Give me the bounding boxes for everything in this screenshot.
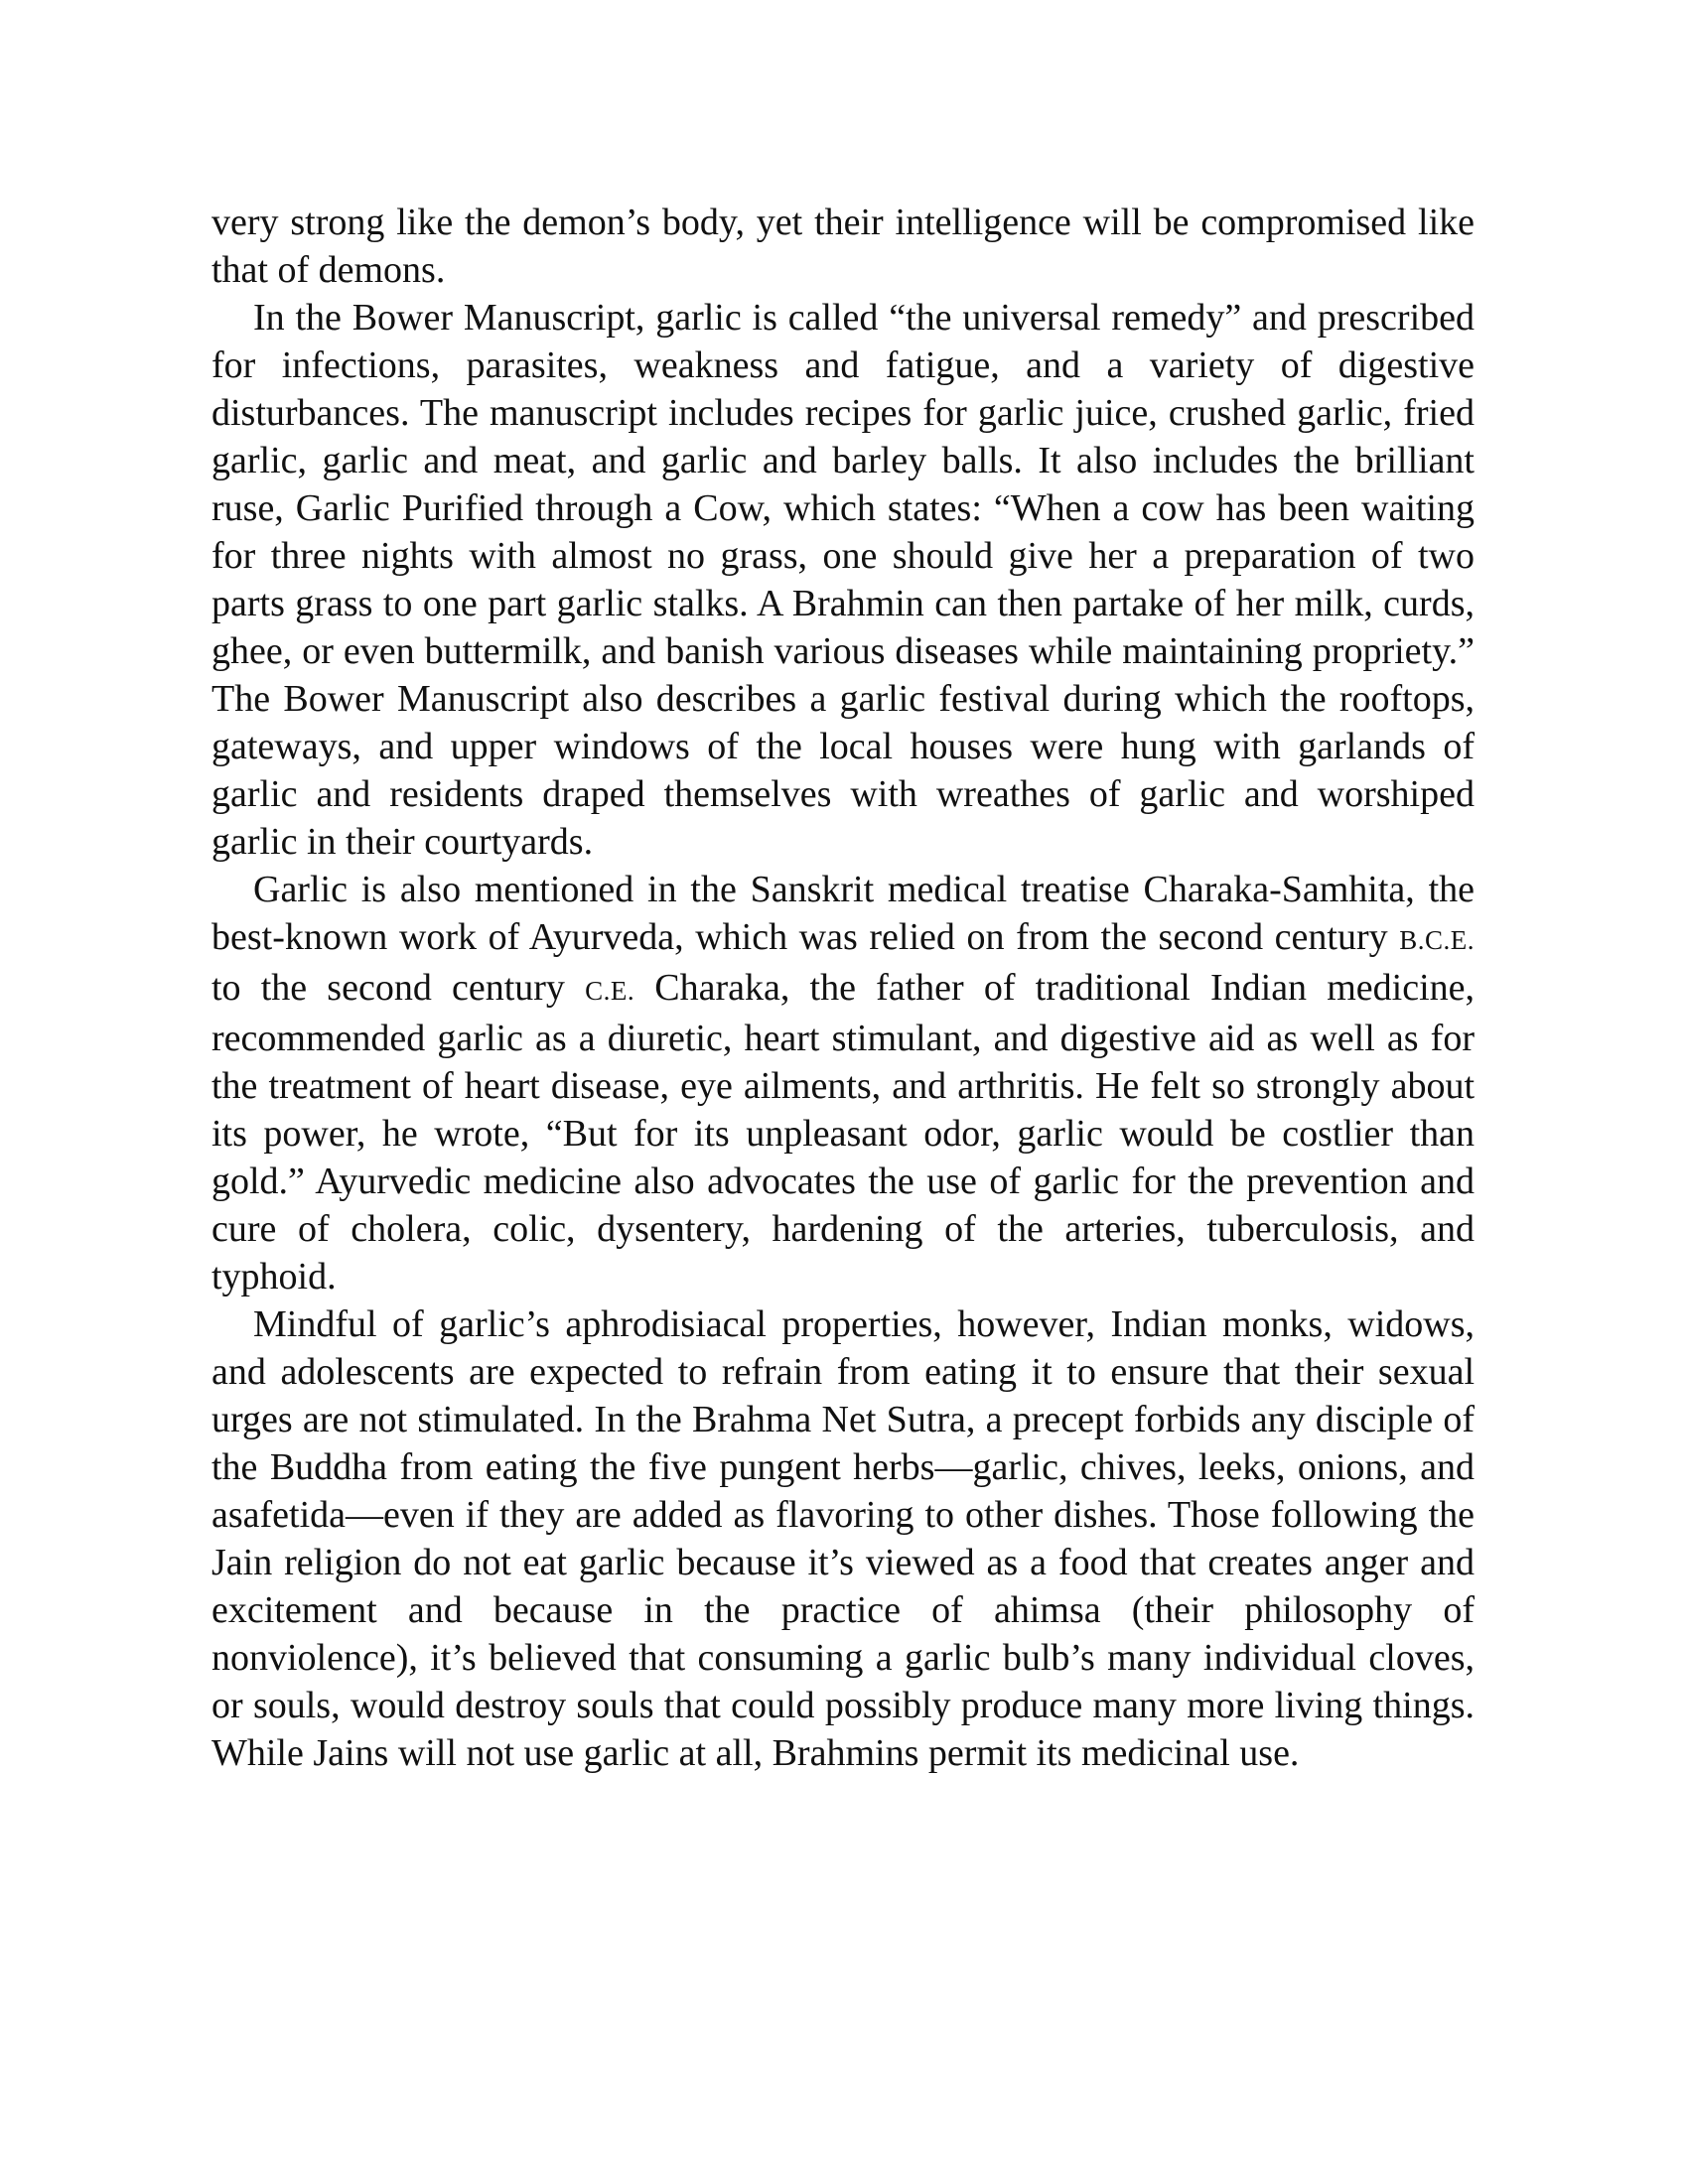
paragraph-text: to the second century: [211, 967, 586, 1009]
paragraph-text: Charaka, the father of traditional Indian medicine, recommended garlic as a diuretic, heart stimulant, and digestive aid as well as for the treatment of heart disease, eye ailments, and arthritis. He felt so strongly about its power, he wrote, “But for its unpleasant odor, garlic would be costlier than gold.” Ayurvedic medicine also advocates the use of garlic for the prevention and cure of cholera, colic, dysentery, hardening of the arteries, tuberculosis, and typhoid.: [211, 967, 1475, 1297]
era-abbreviation-bce: B.C.E.: [1399, 925, 1475, 955]
paragraph-aphrodisiacal: [211, 1300, 1475, 1777]
paragraph-text: very strong like the demon’s body, yet their intelligence will be compromised like that of demons.: [211, 202, 1475, 291]
era-abbreviation-ce: C.E.: [585, 976, 635, 1006]
paragraph-continuation: [211, 199, 1475, 294]
paragraph-bower-manuscript: [211, 294, 1475, 866]
page-body: [211, 199, 1475, 1777]
paragraph-charaka-samhita: [211, 866, 1475, 1300]
paragraph-text: Garlic is also mentioned in the Sanskrit medical treatise Charaka-Samhita, the best-known work of Ayurveda, which was relied on from the second century: [211, 869, 1475, 958]
paragraph-text: Mindful of garlic’s aphrodisiacal properties, however, Indian monks, widows, and adolescents are expected to refrain from eating it to ensure that their sexual urges are not stimulated. In the Brahma Net Sutra, a precept forbids any disciple of the Buddha from eating the five pungent herbs—garlic, chives, leeks, onions, and asafetida—even if they are added as flavoring to other dishes. Those following the Jain religion do not eat garlic because it’s viewed as a food that creates anger and excitement and because in the practice of ahimsa (their philosophy of nonviolence), it’s believed that consuming a garlic bulb’s many individual cloves, or souls, would destroy souls that could possibly produce many more living things. While Jains will not use garlic at all, Brahmins permit its medicinal use.: [211, 1303, 1475, 1774]
paragraph-text: In the Bower Manuscript, garlic is called “the universal remedy” and prescribed for infections, parasites, weakness and fatigue, and a variety of digestive disturbances. The manuscript includes recipes for garlic juice, crushed garlic, fried garlic, garlic and meat, and garlic and barley balls. It also includes the brilliant ruse, Garlic Purified through a Cow, which states: “When a cow has been waiting for three nights with almost no grass, one should give her a preparation of two parts grass to one part garlic stalks. A Brahmin can then partake of her milk, curds, ghee, or even buttermilk, and banish various diseases while maintaining propriety.” The Bower Manuscript also describes a garlic festival during which the rooftops, gateways, and upper windows of the local houses were hung with garlands of garlic and residents draped themselves with wreathes of garlic and worshiped garlic in their courtyards.: [211, 297, 1475, 863]
